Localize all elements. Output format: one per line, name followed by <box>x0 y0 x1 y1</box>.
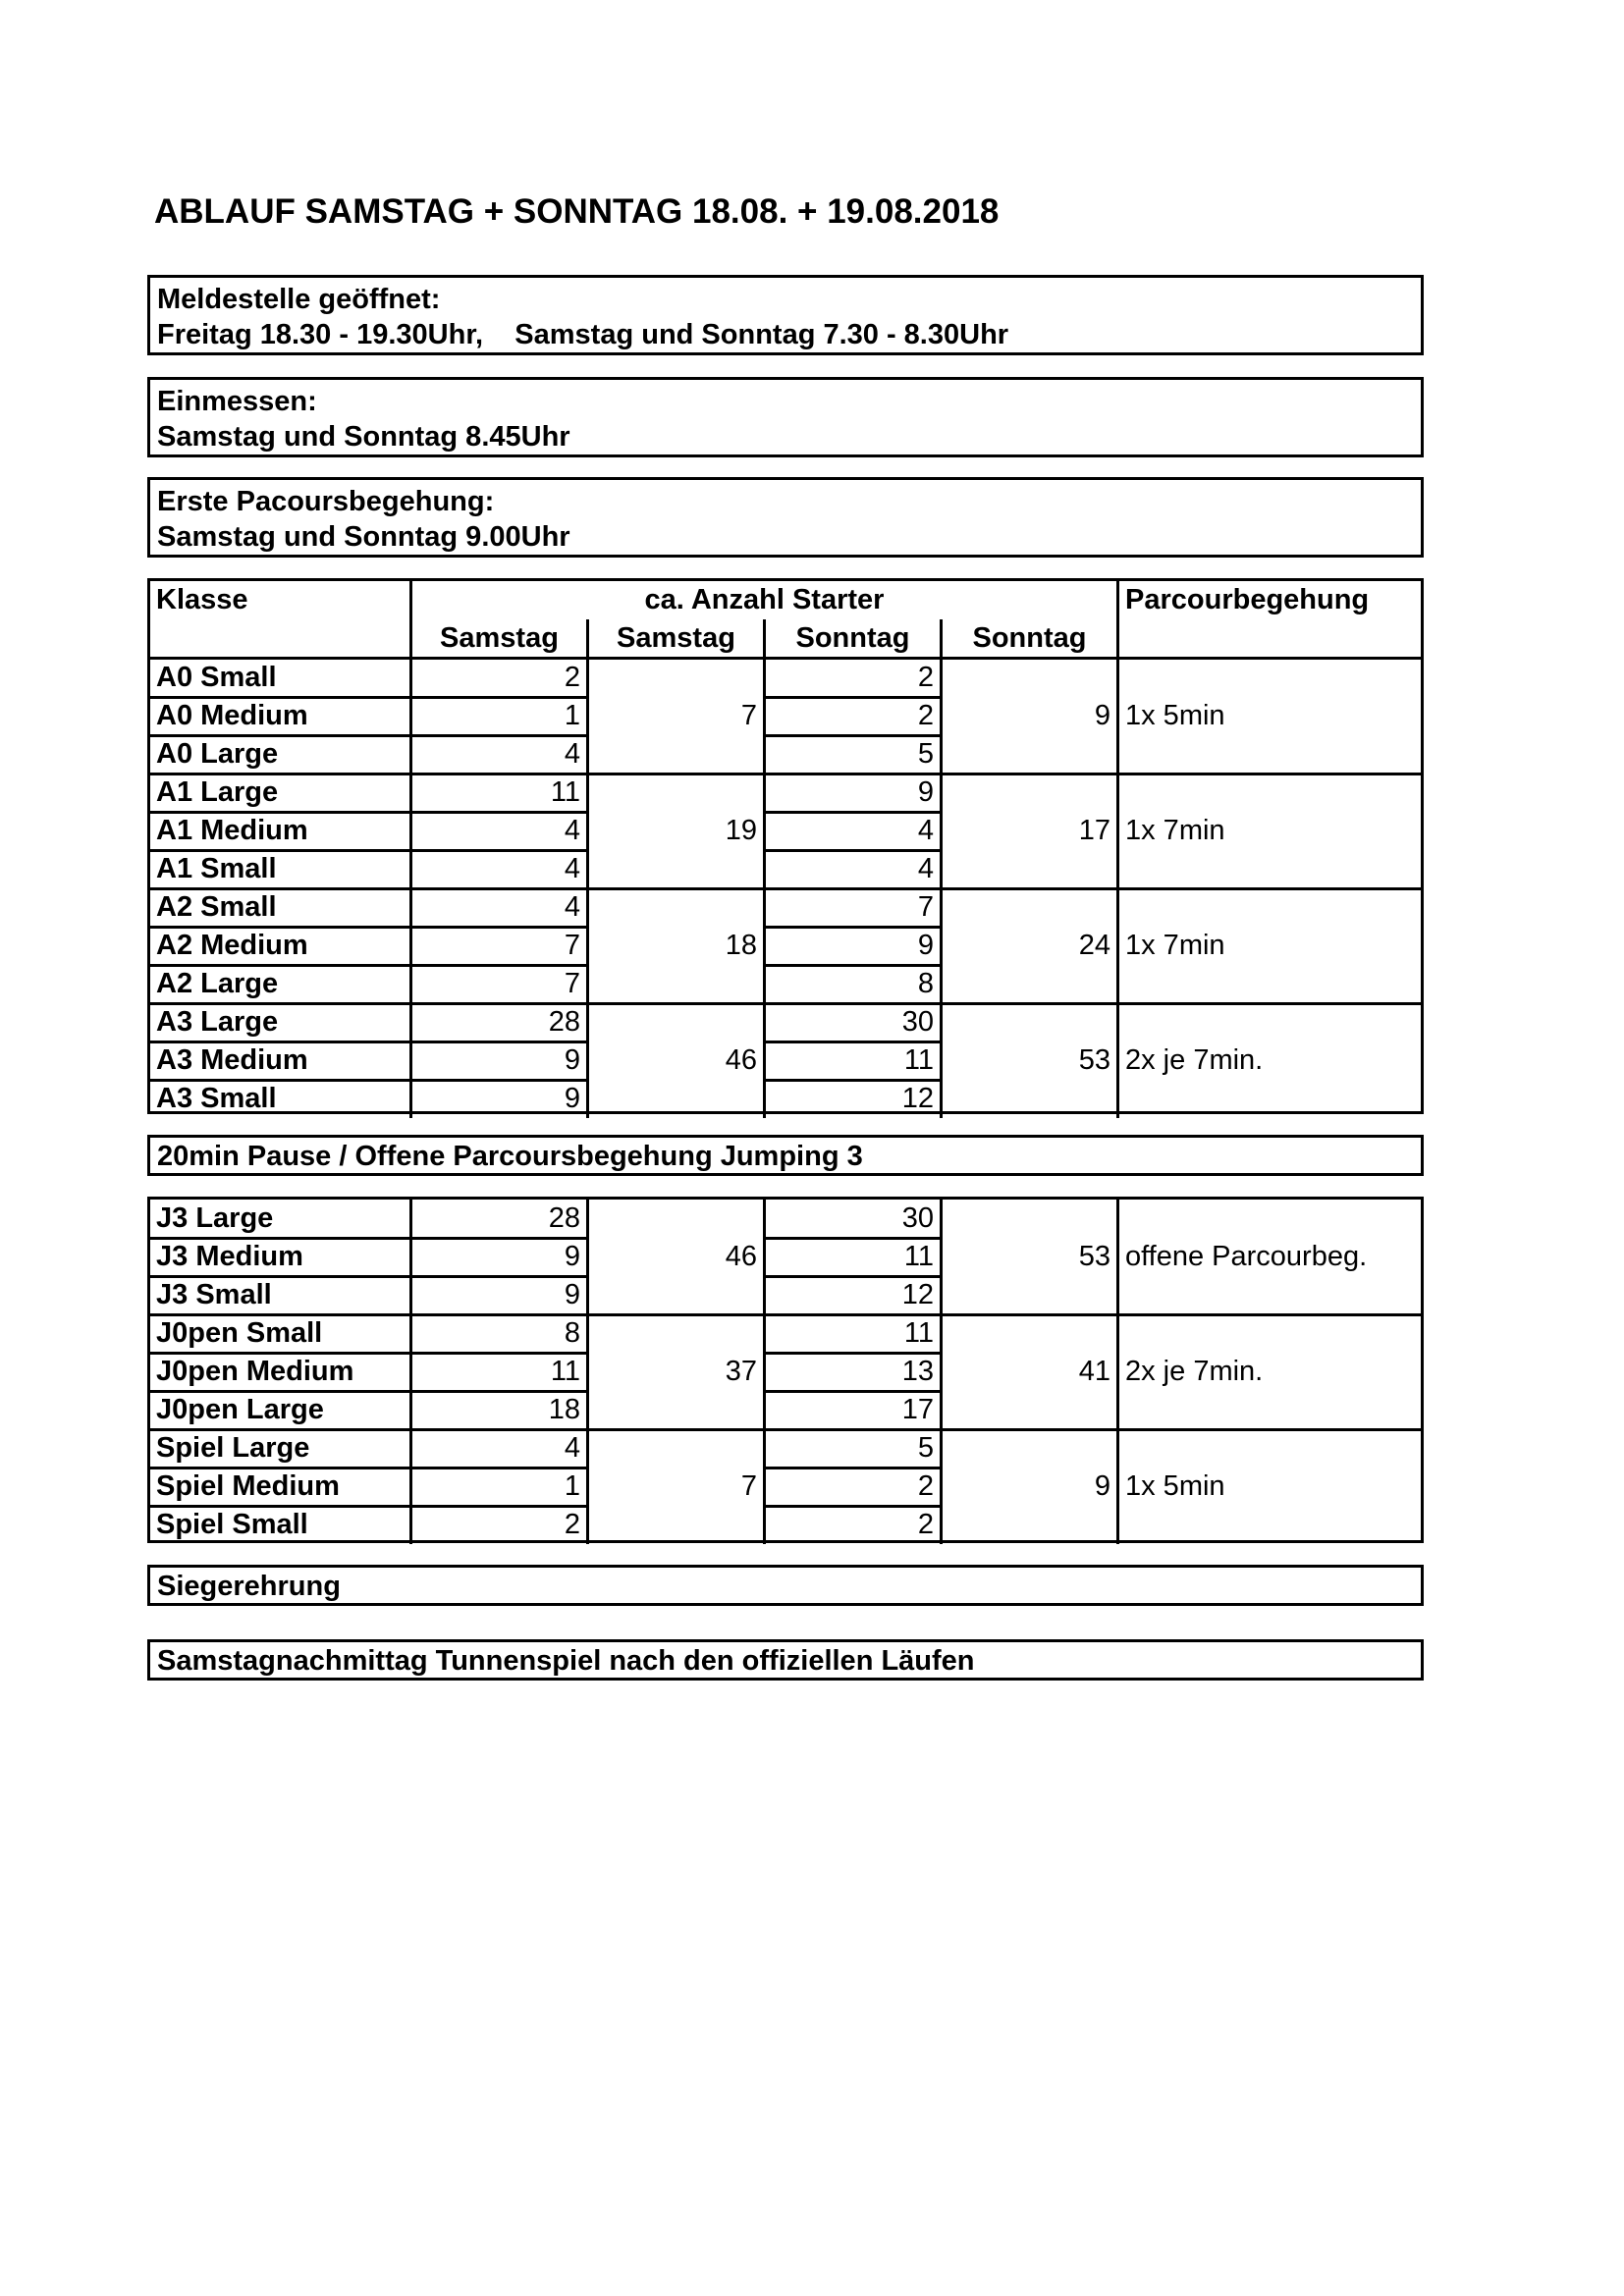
sunday-total-cell: 9 <box>1094 1470 1110 1502</box>
info-box-heading: Meldestelle geöffnet: <box>157 284 441 315</box>
grid-line <box>763 1200 766 1544</box>
tunnel-box <box>147 1639 1424 1681</box>
info-box-text: Samstag und Sonntag 9.00Uhr <box>157 521 570 553</box>
parcour-cell: 1x 7min <box>1125 815 1225 846</box>
tunnel-text: Samstagnachmittag Tunnenspiel nach den offiziellen Läufen <box>157 1645 975 1677</box>
saturday-count-cell: 28 <box>548 1202 580 1234</box>
grid-line <box>1116 658 1119 1118</box>
sunday-count-cell: 11 <box>903 1241 934 1272</box>
sunday-total-cell: 41 <box>1078 1356 1110 1387</box>
schedule-table-jumping <box>147 1197 1424 1543</box>
info-box-heading: Erste Pacoursbegehung: <box>157 486 495 517</box>
sunday-count-cell: 7 <box>917 891 934 923</box>
sunday-count-cell: 2 <box>917 662 934 693</box>
header-klasse: Klasse <box>156 584 248 615</box>
sunday-total-cell: 9 <box>1094 700 1110 731</box>
saturday-total-cell: 19 <box>725 815 757 846</box>
klasse-cell: J3 Medium <box>156 1241 303 1272</box>
klasse-cell: A3 Small <box>156 1083 277 1114</box>
saturday-total-cell: 7 <box>740 1470 757 1502</box>
saturday-count-cell: 8 <box>564 1317 580 1349</box>
info-box-einmessen <box>147 377 1424 457</box>
sunday-count-cell: 9 <box>917 930 934 961</box>
klasse-cell: J0pen Large <box>156 1394 324 1425</box>
sunday-total-cell: 24 <box>1078 930 1110 961</box>
grid-line <box>940 619 943 658</box>
pause-box <box>147 1135 1424 1176</box>
sunday-count-cell: 11 <box>903 1044 934 1076</box>
parcour-cell: offene Parcourbeg. <box>1125 1241 1368 1272</box>
saturday-count-cell: 7 <box>564 968 580 999</box>
grid-line <box>763 658 766 1118</box>
header-parcour: Parcourbegehung <box>1125 584 1370 615</box>
klasse-cell: A1 Medium <box>156 815 308 846</box>
grid-line <box>586 1200 589 1544</box>
sunday-count-cell: 30 <box>901 1202 934 1234</box>
grid-line <box>940 1200 943 1544</box>
grid-line <box>586 658 589 1118</box>
sunday-count-cell: 4 <box>917 815 934 846</box>
sunday-count-cell: 2 <box>917 700 934 731</box>
saturday-count-cell: 1 <box>564 1470 580 1502</box>
klasse-cell: J0pen Small <box>156 1317 323 1349</box>
schedule-table-agility <box>147 578 1424 1114</box>
sunday-total-cell: 17 <box>1078 815 1110 846</box>
sunday-count-cell: 2 <box>917 1470 934 1502</box>
grid-line <box>1116 581 1119 658</box>
saturday-total-cell: 46 <box>725 1044 757 1076</box>
sunday-count-cell: 5 <box>917 738 934 770</box>
klasse-cell: J0pen Medium <box>156 1356 354 1387</box>
klasse-cell: A0 Large <box>156 738 279 770</box>
info-box-heading: Einmessen: <box>157 386 317 417</box>
klasse-cell: J3 Large <box>156 1202 274 1234</box>
info-box-text: Samstag und Sonntag 8.45Uhr <box>157 421 570 453</box>
saturday-count-cell: 28 <box>548 1006 580 1038</box>
sunday-count-cell: 13 <box>901 1356 934 1387</box>
sunday-count-cell: 17 <box>901 1394 934 1425</box>
parcour-cell: 2x je 7min. <box>1125 1356 1264 1387</box>
saturday-total-cell: 7 <box>740 700 757 731</box>
saturday-count-cell: 9 <box>564 1279 580 1310</box>
saturday-total-cell: 18 <box>725 930 757 961</box>
header-saturday-total: Samstag <box>617 622 735 654</box>
klasse-cell: A3 Medium <box>156 1044 308 1076</box>
grid-line <box>1116 1200 1119 1544</box>
klasse-cell: A1 Large <box>156 776 279 808</box>
klasse-cell: A2 Medium <box>156 930 308 961</box>
sunday-count-cell: 4 <box>917 853 934 884</box>
sunday-count-cell: 12 <box>901 1279 934 1310</box>
saturday-count-cell: 4 <box>564 891 580 923</box>
saturday-count-cell: 9 <box>564 1241 580 1272</box>
klasse-cell: A0 Medium <box>156 700 308 731</box>
parcour-cell: 2x je 7min. <box>1125 1044 1264 1076</box>
grid-line <box>409 658 412 1118</box>
grid-line <box>763 619 766 658</box>
sunday-count-cell: 8 <box>917 968 934 999</box>
parcour-cell: 1x 5min <box>1125 700 1225 731</box>
saturday-count-cell: 2 <box>564 662 580 693</box>
klasse-cell: A2 Large <box>156 968 279 999</box>
grid-line <box>409 1200 412 1544</box>
saturday-total-cell: 37 <box>725 1356 757 1387</box>
pause-text: 20min Pause / Offene Parcoursbegehung Jumping 3 <box>157 1141 863 1172</box>
siegerehrung-text: Siegerehrung <box>157 1571 341 1602</box>
saturday-count-cell: 4 <box>564 815 580 846</box>
sunday-count-cell: 12 <box>901 1083 934 1114</box>
page-title: ABLAUF SAMSTAG + SONNTAG 18.08. + 19.08.2018 <box>154 192 1000 231</box>
sunday-count-cell: 30 <box>901 1006 934 1038</box>
saturday-count-cell: 7 <box>564 930 580 961</box>
klasse-cell: Spiel Small <box>156 1509 308 1540</box>
grid-line <box>409 581 412 658</box>
header-sunday: Sonntag <box>795 622 910 654</box>
sunday-count-cell: 11 <box>903 1317 934 1349</box>
klasse-cell: A0 Small <box>156 662 277 693</box>
parcour-cell: 1x 7min <box>1125 930 1225 961</box>
saturday-count-cell: 2 <box>564 1509 580 1540</box>
info-box-meldestelle <box>147 275 1424 355</box>
sunday-count-cell: 5 <box>917 1432 934 1464</box>
sunday-total-cell: 53 <box>1078 1241 1110 1272</box>
sunday-total-cell: 53 <box>1078 1044 1110 1076</box>
saturday-count-cell: 4 <box>564 1432 580 1464</box>
saturday-count-cell: 11 <box>550 1356 580 1387</box>
klasse-cell: A2 Small <box>156 891 277 923</box>
siegerehrung-box <box>147 1565 1424 1606</box>
sunday-count-cell: 2 <box>917 1509 934 1540</box>
saturday-count-cell: 4 <box>564 853 580 884</box>
saturday-count-cell: 9 <box>564 1083 580 1114</box>
header-starter-group: ca. Anzahl Starter <box>644 584 885 615</box>
grid-line <box>940 658 943 1118</box>
saturday-count-cell: 4 <box>564 738 580 770</box>
info-box-pacoursbegehung <box>147 477 1424 558</box>
header-saturday: Samstag <box>440 622 559 654</box>
parcour-cell: 1x 5min <box>1125 1470 1225 1502</box>
saturday-count-cell: 1 <box>564 700 580 731</box>
grid-line <box>586 619 589 658</box>
saturday-total-cell: 46 <box>725 1241 757 1272</box>
klasse-cell: A3 Large <box>156 1006 279 1038</box>
klasse-cell: Spiel Large <box>156 1432 310 1464</box>
saturday-count-cell: 11 <box>550 776 580 808</box>
klasse-cell: A1 Small <box>156 853 277 884</box>
header-sunday-total: Sonntag <box>972 622 1087 654</box>
saturday-count-cell: 18 <box>548 1394 580 1425</box>
info-box-text: Freitag 18.30 - 19.30Uhr, Samstag und Sonntag 7.30 - 8.30Uhr <box>157 319 1009 350</box>
sunday-count-cell: 9 <box>917 776 934 808</box>
klasse-cell: J3 Small <box>156 1279 272 1310</box>
klasse-cell: Spiel Medium <box>156 1470 340 1502</box>
saturday-count-cell: 9 <box>564 1044 580 1076</box>
